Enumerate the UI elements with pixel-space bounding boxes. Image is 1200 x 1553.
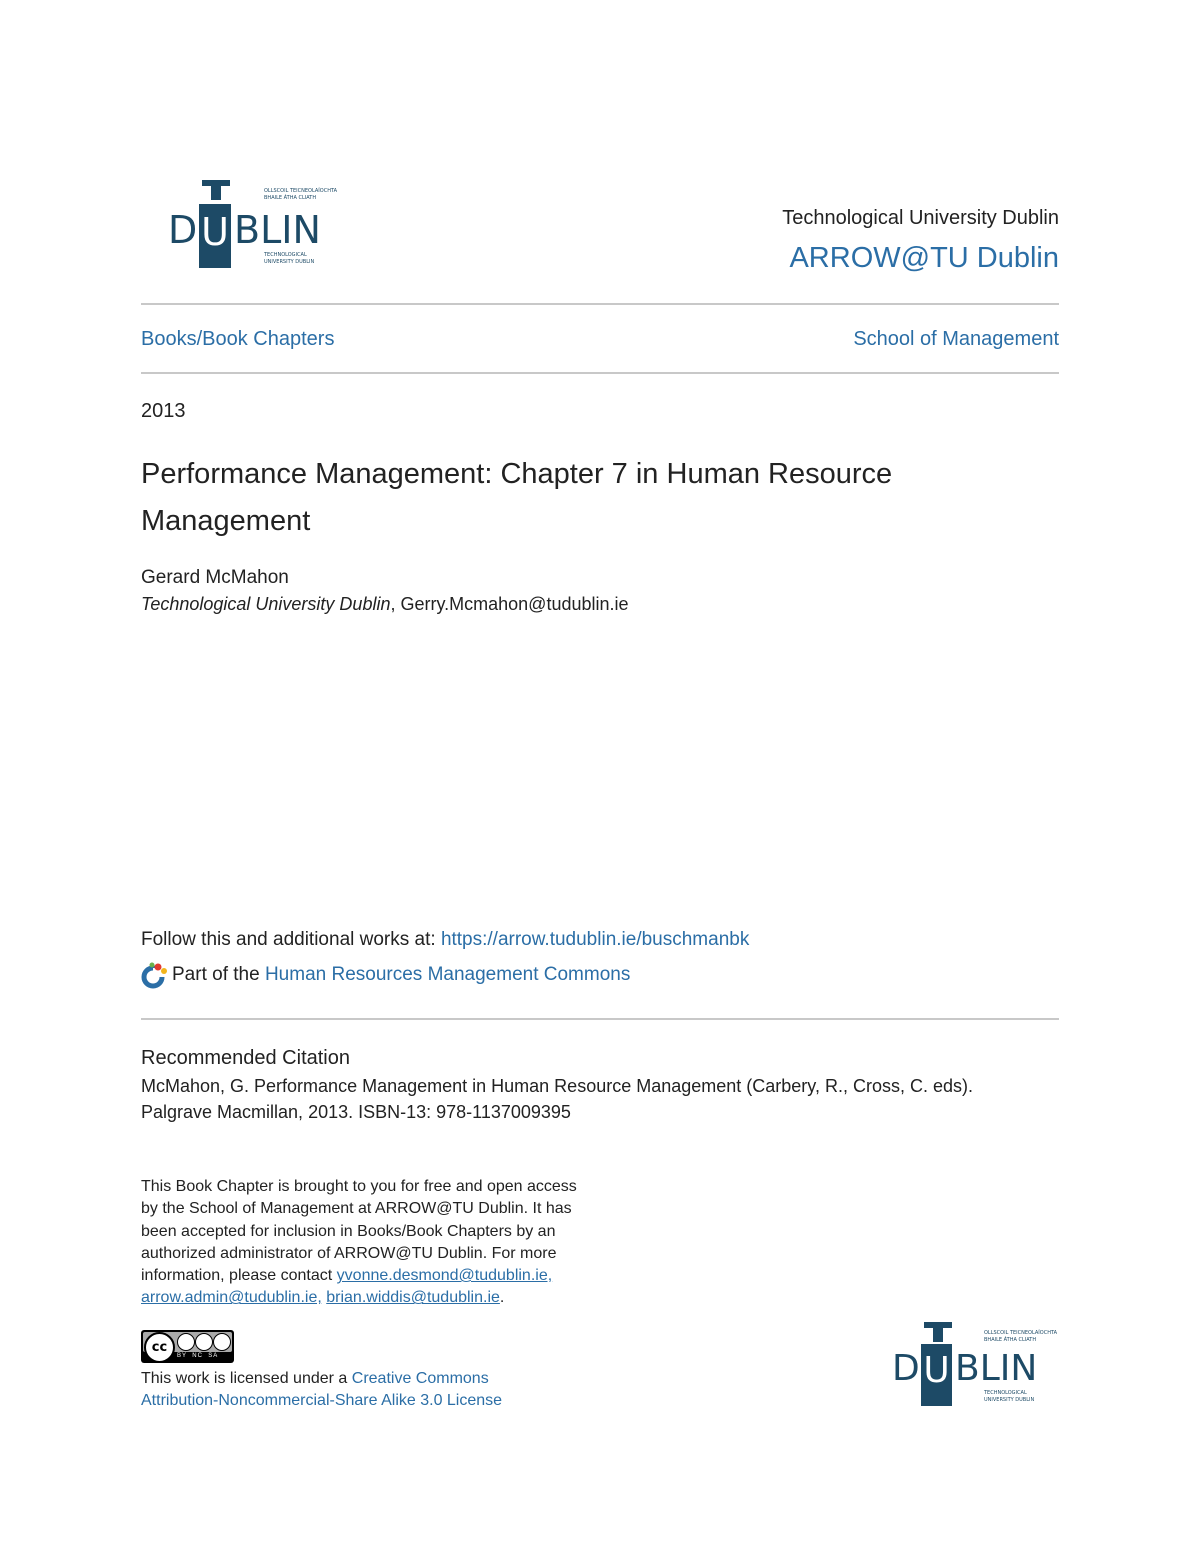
license-link-part2[interactable]: Attribution-Noncommercial-Share Alike 3.0 License [141,1392,503,1409]
email-link-1[interactable]: yvonne.desmond@tudublin.ie, [336,1267,553,1285]
logo-letter-u: U [199,204,231,268]
collection-link[interactable]: Books/Book Chapters [141,328,335,350]
commons-network-icon [141,960,169,990]
divider-top [141,303,1059,305]
follow-prefix: Follow this and additional works at: [141,929,441,950]
divider-nav [141,372,1059,374]
document-title: Performance Management: Chapter 7 in Human Resource Management [141,458,893,537]
logo-text-blin: BLIN [234,208,321,252]
logo-footer-text-blin: BLIN [955,1348,1038,1389]
divider-citation [141,1018,1059,1020]
logo-footer-letter-u: U [921,1344,952,1406]
sa-icon [213,1333,231,1351]
citation-line-2: Palgrave Macmillan, 2013. ISBN-13: 978-1137009395 [141,1102,571,1122]
cc-icon: cc [144,1332,175,1363]
logo-english-name: TECHNOLOGICAL UNIVERSITY DUBLIN [264,252,315,265]
logo-footer-english-name: TECHNOLOGICAL UNIVERSITY DUBLIN [984,1390,1035,1403]
email-link-2[interactable]: arrow.admin@tudublin.ie, [141,1289,322,1307]
institution-name: Technological University Dublin [782,207,1059,229]
license-link-part1[interactable]: Creative Commons [351,1370,489,1387]
repository-link[interactable]: ARROW@TU Dublin [789,242,1059,274]
follow-line [141,929,749,951]
school-link[interactable]: School of Management [853,328,1059,350]
logo-irish-name: OLLSCOIL TEICNEOLAÍOCHTA BHAILE ÁTHA CLIATH [264,188,338,201]
cc-license-badge[interactable] [141,1330,234,1363]
license-text [141,1368,601,1412]
publication-year: 2013 [141,400,186,422]
logo-letter-d: D [168,208,198,252]
access-note-end: . [499,1289,505,1307]
logo-footer-letter-d: D [892,1348,920,1389]
author-affiliation: Technological University Dublin [141,594,391,614]
tu-dublin-logo-header [168,180,338,270]
by-icon [177,1333,195,1351]
commons-link[interactable]: Human Resources Management Commons [264,964,631,986]
part-of-line [141,960,630,992]
tu-dublin-logo-footer [892,1322,1058,1412]
part-of-prefix: Part of the [172,964,265,986]
cc-badge-labels: BY NC SA [177,1353,219,1359]
access-note-text: This Book Chapter is brought to you for free and open access by the School of Management at ARROW@TU Dublin. It has been accepted for inclusion in Books/Book Chapters by an authorized administrator of ARROW@TU Dublin. For more information, please contact [141,1178,577,1285]
logo-footer-irish-name: OLLSCOIL TEICNEOLAÍOCHTA BHAILE ÁTHA CLIATH [984,1330,1058,1343]
citation-heading: Recommended Citation [141,1047,350,1069]
author-affiliation-line [141,594,629,615]
access-note [141,1176,591,1310]
author-name: Gerard McMahon [141,567,289,588]
license-prefix: This work is licensed under a [141,1370,352,1387]
nc-icon [195,1333,213,1351]
author-email: , Gerry.Mcmahon@tudublin.ie [390,594,629,614]
follow-url-link[interactable]: https://arrow.tudublin.ie/buschmanbk [440,929,750,950]
citation-line-1: McMahon, G. Performance Management in Human Resource Management (Carbery, R., Cross, C. eds). [141,1076,973,1096]
email-link-3[interactable]: brian.widdis@tudublin.ie [326,1289,500,1307]
